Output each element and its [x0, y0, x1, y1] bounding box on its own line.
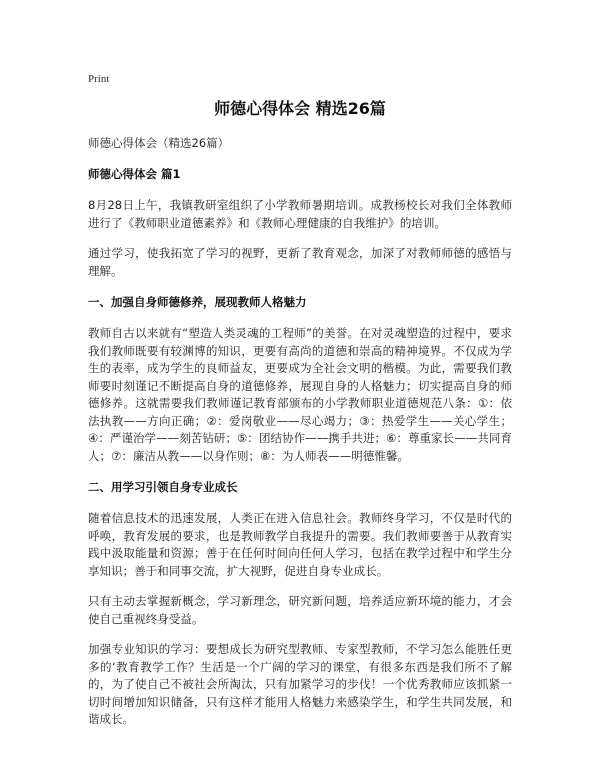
section-heading-1: 师德心得体会 篇1 [88, 167, 181, 181]
paragraph: 加强专业知识的学习：要想成长为研究型教师、专家型教师，不学习怎么能胜任更多的‘教育教学工作？生活是一个广阔的学习的课堂，有很多东西是我们所不了解的，为了使自己不被社会所淘汰，只有加紧学习的步伐！一个优秀教师应该抓紧一切时间增加知识储备，只有这样才能用人格魅力来感染学生，和学生共同发展，和谐成长。 [88, 642, 512, 726]
print-label: Print [88, 73, 110, 85]
section-heading-3: 二、用学习引领自身专业成长 [88, 480, 238, 494]
section-heading-2: 一、加强自身师德修养，展现教师人格魅力 [88, 295, 307, 309]
paragraph: 教师自古以来就有“塑造人类灵魂的工程师”的美誉。在对灵魂塑造的过程中，要求我们教师既要有较渊博的知识，更要有高尚的道德和崇高的精神境界。不仅成为学生的表率，成为学生的良师益友，更要成为全社会文明的楷模。为此，需要我们教师要时刻谨记不断提高自身的道德修养，展现自身的人格魅力；切实提高自身的师德修养。这就需要我们教师谨记教育部颁布的小学教师职业道德规范八条：①：依法执教——方向正确；②：爱岗敬业——尽心竭力；③：热爱学生——关心学生；④：严谨治学——刻苦钻研；⑤：团结协作——携手共进；⑥：尊重家长——共同育人；⑦：廉洁从教——以身作则；⑧：为人师表——明德惟馨。 [88, 326, 512, 463]
paragraph: 8月28日上午，我镇教研室组织了小学教师暑期培训。成教杨校长对我们全体教师进行了《教师职业道德素养》和《教师心理健康的自我维护》的培训。 [88, 198, 512, 230]
document-subtitle: 师德心得体会（精选26篇） [88, 136, 230, 150]
paragraph: 只有主动去掌握新概念，学习新理念，研究新问题，培养适应新环境的能力，才会使自己重视终身受益。 [88, 594, 512, 626]
document-title: 师德心得体会 精选26篇 [214, 99, 386, 118]
paragraph: 通过学习，使我拓宽了学习的视野，更新了教育观念，加深了对教师师德的感悟与理解。 [88, 246, 512, 278]
paragraph: 随着信息技术的迅速发展，人类正在进入信息社会。教师终身学习，不仅是时代的呼唤，教育发展的要求，也是教师教学自我提升的需要。我们教师要善于从教育实践中汲取能量和资源；善于在任何时间向任何人学习，包括在教学过程中和学生分享知识；善于和同事交流，扩大视野，促进自身专业成长。 [88, 511, 512, 578]
